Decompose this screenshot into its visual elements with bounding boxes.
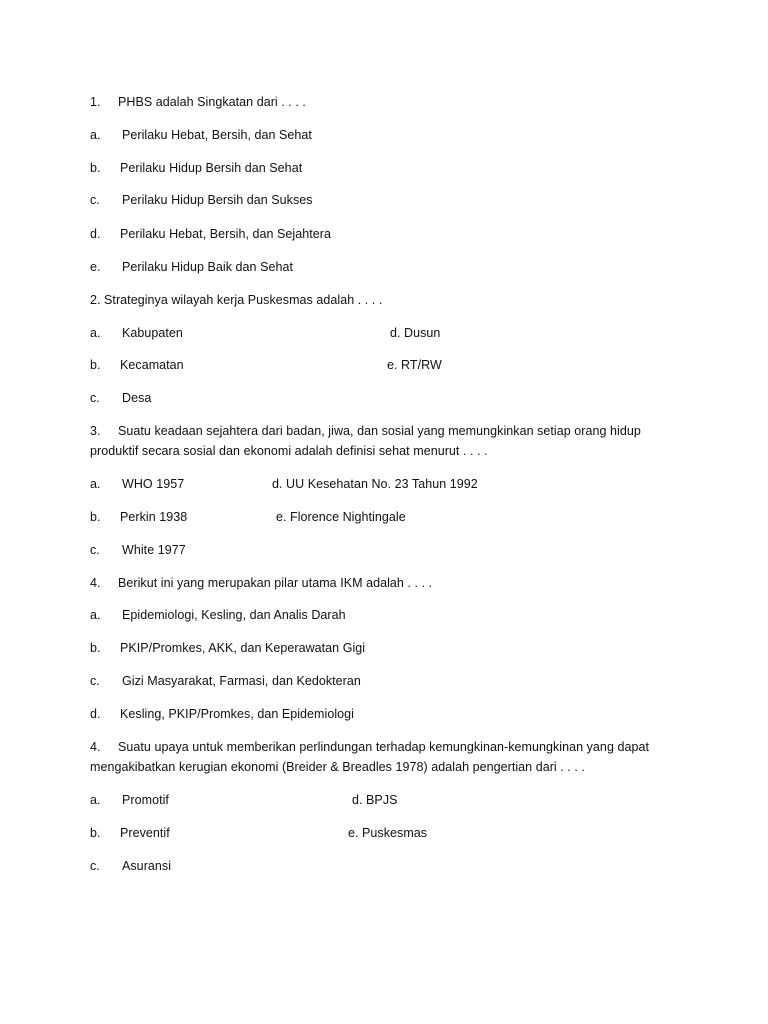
question-1-option-d: Perilaku Hebat, Bersih, dan Sejahtera [120, 227, 331, 241]
question-1-text: PHBS adalah Singkatan dari . . . . [118, 95, 306, 109]
option-letter: c. [90, 391, 100, 405]
question-5-option-e: e. Puskesmas [348, 826, 428, 840]
option-letter: b. [90, 510, 101, 524]
option-letter: d. [90, 227, 101, 241]
question-4-number: 4. [90, 576, 101, 590]
option-letter: b. [90, 358, 101, 372]
question-5-text-line-2: mengakibatkan kerugian ekonomi (Breider & Breadles 1978) adalah pengertian dari . . . . [90, 760, 585, 774]
option-letter: a. [90, 608, 101, 622]
question-1-option-b: Perilaku Hidup Bersih dan Sehat [120, 161, 303, 175]
question-1-option-a: Perilaku Hebat, Bersih, dan Sehat [122, 128, 312, 142]
question-5-option-c: Asuransi [122, 859, 172, 873]
question-5-option-a: Promotif [122, 793, 169, 807]
question-3-option-a: WHO 1957 [122, 477, 185, 491]
option-letter: c. [90, 674, 100, 688]
option-letter: c. [90, 193, 100, 207]
option-letter: a. [90, 477, 101, 491]
question-2-text: 2. Strateginya wilayah kerja Puskesmas adalah . . . . [90, 293, 383, 307]
question-5-option-b: Preventif [120, 826, 170, 840]
question-2-option-b: Kecamatan [120, 358, 184, 372]
question-3-text-line-1: Suatu keadaan sejahtera dari badan, jiwa, dan sosial yang memungkinkan setiap orang hidup [118, 424, 641, 438]
question-3-option-c: White 1977 [122, 543, 186, 557]
option-letter: a. [90, 793, 101, 807]
question-5-option-d: d. BPJS [352, 793, 398, 807]
question-2-option-d: d. Dusun [390, 326, 441, 340]
question-1-number: 1. [90, 95, 101, 109]
option-letter: e. [90, 260, 101, 274]
option-letter: b. [90, 161, 101, 175]
question-3-option-b: Perkin 1938 [120, 510, 188, 524]
question-4-text: Berikut ini yang merupakan pilar utama IKM adalah . . . . [118, 576, 433, 590]
option-letter: a. [90, 128, 101, 142]
option-letter: a. [90, 326, 101, 340]
option-letter: c. [90, 859, 100, 873]
option-letter: b. [90, 641, 101, 655]
option-letter: d. [90, 707, 101, 721]
question-2-option-a: Kabupaten [122, 326, 183, 340]
question-5-number: 4. [90, 740, 101, 754]
question-3-text-line-2: produktif secara sosial dan ekonomi adalah definisi sehat menurut . . . . [90, 444, 488, 458]
question-2-option-e: e. RT/RW [387, 358, 442, 372]
question-4-option-a: Epidemiologi, Kesling, dan Analis Darah [122, 608, 346, 622]
question-2-option-c: Desa [122, 391, 152, 405]
question-1-option-e: Perilaku Hidup Baik dan Sehat [122, 260, 293, 274]
question-5-text-line-1: Suatu upaya untuk memberikan perlindungan terhadap kemungkinan-kemungkinan yang dapat [118, 740, 649, 754]
question-4-option-b: PKIP/Promkes, AKK, dan Keperawatan Gigi [120, 641, 366, 655]
question-3-option-e: e. Florence Nightingale [276, 510, 406, 524]
question-1-option-c: Perilaku Hidup Bersih dan Sukses [122, 193, 313, 207]
question-3-option-d: d. UU Kesehatan No. 23 Tahun 1992 [272, 477, 478, 491]
question-4-option-c: Gizi Masyarakat, Farmasi, dan Kedokteran [122, 674, 361, 688]
question-4-option-d: Kesling, PKIP/Promkes, dan Epidemiologi [120, 707, 355, 721]
option-letter: b. [90, 826, 101, 840]
question-3-number: 3. [90, 424, 101, 438]
option-letter: c. [90, 543, 100, 557]
